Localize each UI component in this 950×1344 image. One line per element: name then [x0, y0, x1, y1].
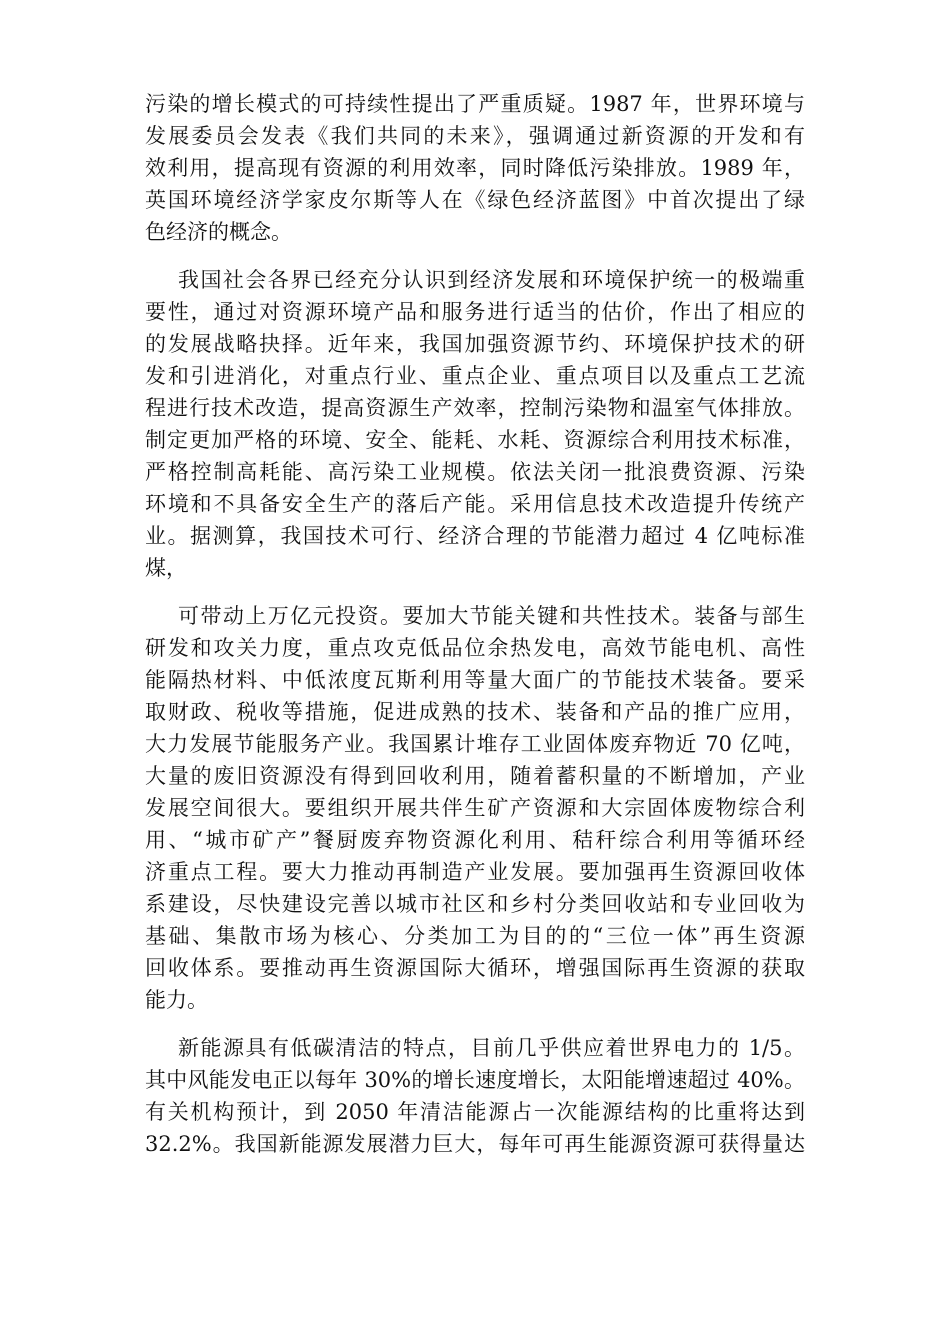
paragraph-line: 我国社会各界已经充分认识到经济发展和环境保护统一的极端重 — [178, 268, 805, 292]
paragraph-line: 效利用，提高现有资源的利用效率，同时降低污染排放。1989 年， — [145, 156, 805, 180]
paragraph-line: 基础、集散市场为核心、分类加工为目的的“三位一体”再生资源 — [145, 924, 805, 948]
paragraph-line: 能力。 — [145, 988, 208, 1012]
paragraph-line: 污染的增长模式的可持续性提出了严重质疑。1987 年，世界环境与 — [145, 92, 805, 116]
paragraph-line: 有关机构预计，到 2050 年清洁能源占一次能源结构的比重将达到 — [145, 1100, 805, 1124]
paragraph-line: 济重点工程。要大力推动再制造产业发展。要加强再生资源回收体 — [145, 860, 805, 884]
paragraph-line: 发展委员会发表《我们共同的未来》，强调通过新资源的开发和有 — [145, 124, 805, 148]
paragraph-development-strategy — [145, 264, 805, 584]
paragraph-line: 其中风能发电正以每年 30%的增长速度增长，太阳能增速超过 40%。 — [145, 1068, 805, 1092]
paragraph-line: 发和引进消化，对重点行业、重点企业、重点项目以及重点工艺流 — [145, 364, 805, 388]
paragraph-line: 可带动上万亿元投资。要加大节能关键和共性技术。装备与部生 — [178, 604, 805, 628]
paragraph-line: 大力发展节能服务产业。我国累计堆存工业固体废弃物近 70 亿吨， — [145, 732, 805, 756]
paragraph-line: 用、“城市矿产”餐厨废弃物资源化利用、秸秆综合利用等循环经 — [145, 828, 805, 852]
paragraph-line: 系建设，尽快建设完善以城市社区和乡村分类回收站和专业回收为 — [145, 892, 805, 916]
paragraph-line: 制定更加严格的环境、安全、能耗、水耗、资源综合利用技术标准， — [145, 428, 805, 452]
paragraph-line: 色经济的概念。 — [145, 220, 292, 244]
paragraph-line: 环境和不具备安全生产的落后产能。采用信息技术改造提升传统产 — [145, 492, 805, 516]
paragraph-line: 要性，通过对资源环境产品和服务进行适当的估价，作出了相应的 — [145, 300, 805, 324]
paragraph-new-energy — [145, 1032, 805, 1160]
paragraph-line: 煤， — [145, 556, 187, 580]
paragraph-line: 取财政、税收等措施，促进成熟的技术、装备和产品的推广应用， — [145, 700, 805, 724]
paragraph-line: 严格控制高耗能、高污染工业规模。依法关闭一批浪费资源、污染 — [145, 460, 805, 484]
paragraph-line: 回收体系。要推动再生资源国际大循环，增强国际再生资源的获取 — [145, 956, 805, 980]
paragraph-line: 的发展战略抉择。近年来，我国加强资源节约、环境保护技术的研 — [145, 332, 805, 356]
paragraph-line: 研发和攻关力度，重点攻克低品位余热发电，高效节能电机、高性 — [145, 636, 805, 660]
document-body — [145, 88, 805, 1176]
paragraph-line: 新能源具有低碳清洁的特点，目前几乎供应着世界电力的 1/5。 — [178, 1036, 805, 1060]
paragraph-line: 32.2%。我国新能源发展潜力巨大，每年可再生能源资源可获得量达 — [145, 1132, 805, 1156]
paragraph-green-economy-origin — [145, 88, 805, 248]
paragraph-line: 大量的废旧资源没有得到回收利用，随着蓄积量的不断增加，产业 — [145, 764, 805, 788]
paragraph-line: 程进行技术改造，提高资源生产效率，控制污染物和温室气体排放。 — [145, 396, 805, 420]
paragraph-energy-saving — [145, 600, 805, 1016]
paragraph-line: 能隔热材料、中低浓度瓦斯利用等量大面广的节能技术装备。要采 — [145, 668, 805, 692]
paragraph-line: 业。据测算，我国技术可行、经济合理的节能潜力超过 4 亿吨标准 — [145, 524, 805, 548]
paragraph-line: 发展空间很大。要组织开展共伴生矿产资源和大宗固体废物综合利 — [145, 796, 805, 820]
paragraph-line: 英国环境经济学家皮尔斯等人在《绿色经济蓝图》中首次提出了绿 — [145, 188, 805, 212]
